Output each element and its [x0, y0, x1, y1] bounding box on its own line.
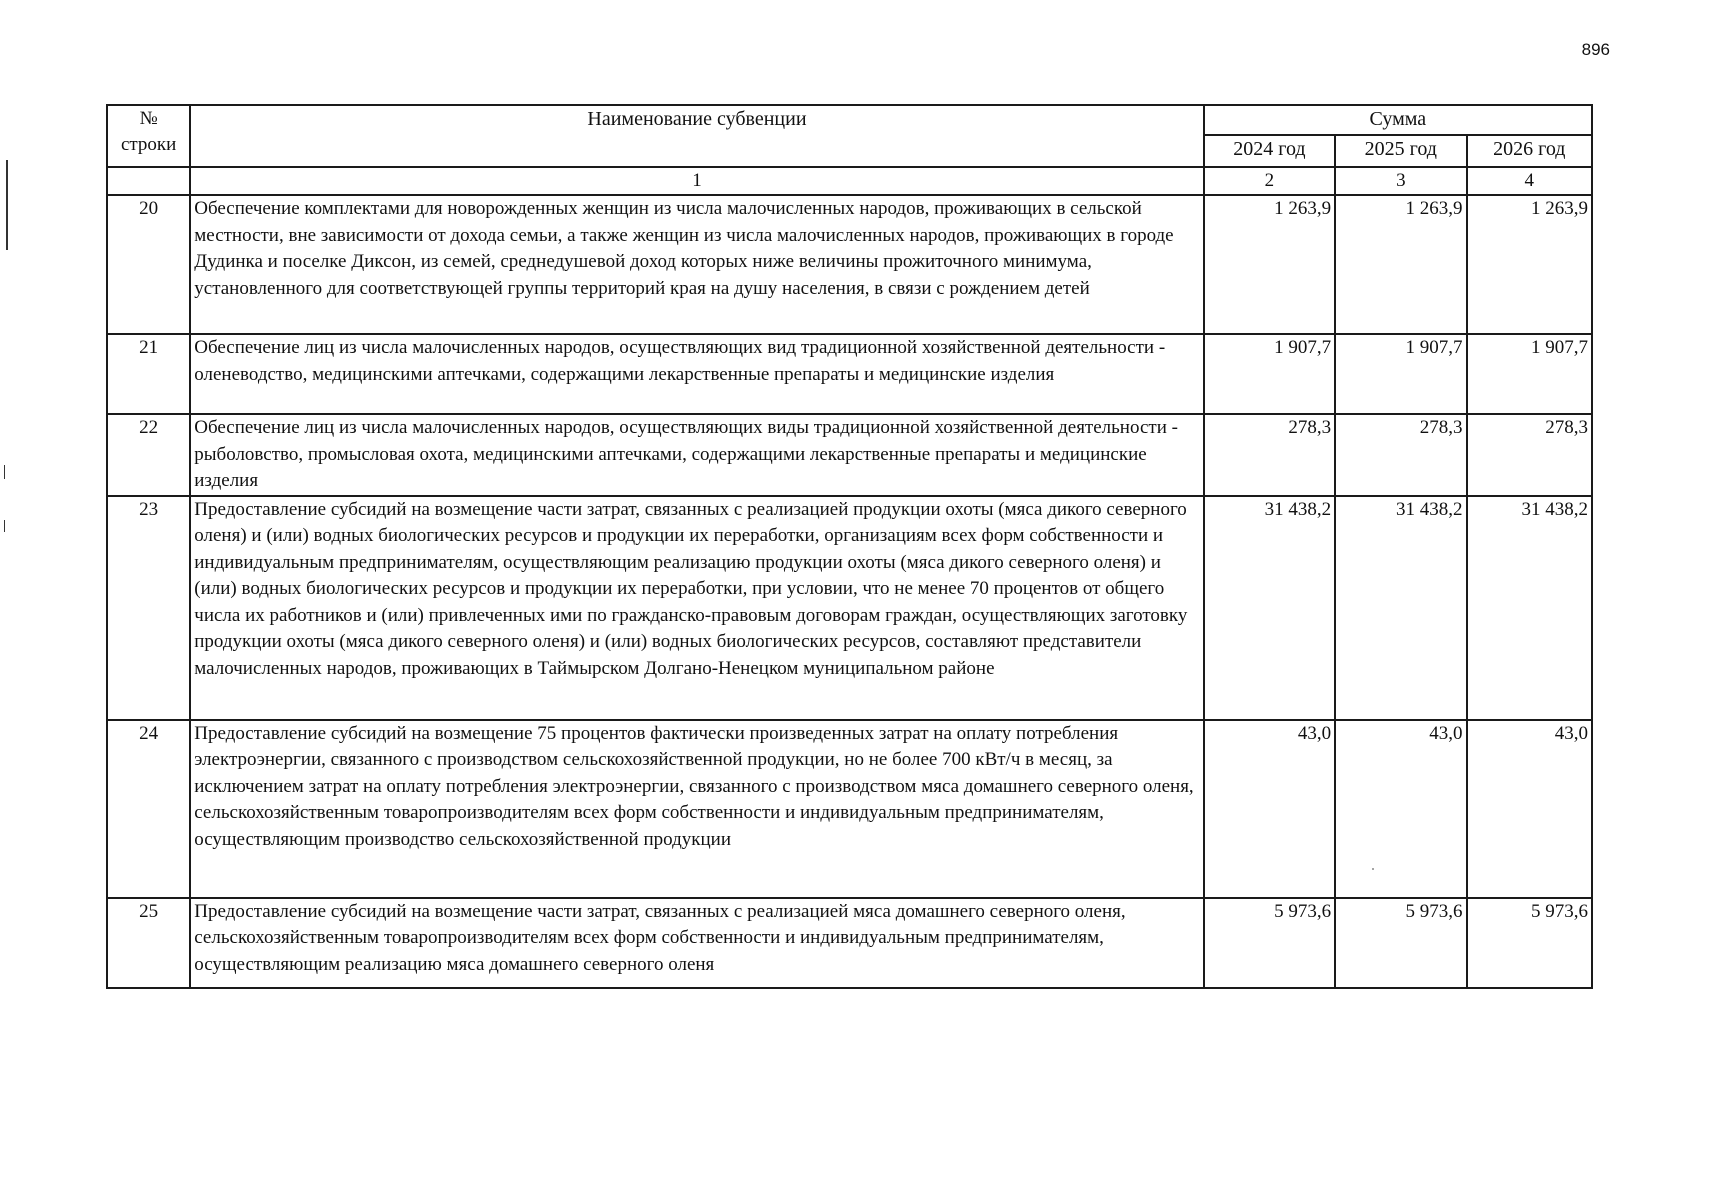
- amount-2025: 5 973,6: [1335, 898, 1466, 988]
- column-index-cell: 3: [1335, 167, 1466, 195]
- header-sum: Сумма: [1204, 105, 1592, 135]
- table-row: [107, 496, 1592, 720]
- amount-2025: 278,3: [1335, 414, 1466, 496]
- header-num-word: строки: [120, 134, 177, 155]
- amount-2024: 1 263,9: [1204, 195, 1335, 334]
- amount-2026: 278,3: [1467, 414, 1592, 496]
- row-number: 24: [107, 720, 190, 898]
- subvention-name: Обеспечение комплектами для новорожденных женщин из числа малочисленных народов, проживающих в сельской местности, вне зависимости от дохода семьи, а также женщин из числа малочисленных народов, проживающих в городе Дудинка и поселке Диксон, из семей, среднедушевой доход которых ниже величины прожиточного минимума, установленного для соответствующей группы территорий края на душу населения, в связи с рождением детей: [190, 195, 1203, 334]
- table-row: [107, 195, 1592, 334]
- subvention-table: [106, 104, 1593, 989]
- amount-2026: 31 438,2: [1467, 496, 1592, 720]
- header-year-2026: 2026 год: [1467, 135, 1592, 167]
- subvention-name: Предоставление субсидий на возмещение части затрат, связанных с реализацией продукции охоты (мяса дикого северного оленя) и (или) водных биологических ресурсов и продукции их переработки, организациям всех форм собственности и индивидуальным предпринимателям, осуществляющим реализацию продукции охоты (мяса дикого северного оленя) и (или) водных биологических ресурсов и продукции их переработки, при условии, что не менее 70 процентов от общего числа их работников и (или) привлеченных ими по гражданско-правовым договорам граждан, осуществляющих заготовку продукции охоты (мяса дикого северного оленя) и (или) водных биологических ресурсов, составляют представители малочисленных народов, проживающих в Таймырском Долгано-Ненецком муниципальном районе: [190, 496, 1203, 720]
- subvention-name: Обеспечение лиц из числа малочисленных народов, осуществляющих вид традиционной хозяйственной деятельности - оленеводство, медицинскими аптечками, содержащими лекарственные препараты и медицинские изделия: [190, 334, 1203, 414]
- amount-2026: 43,0: [1467, 720, 1592, 898]
- header-year-2025: 2025 год: [1335, 135, 1466, 167]
- subvention-name: Обеспечение лиц из числа малочисленных народов, осуществляющих виды традиционной хозяйственной деятельности - рыболовство, промысловая охота, медицинскими аптечками, содержащими лекарственные препараты и медицинские изделия: [190, 414, 1203, 496]
- table-row: [107, 334, 1592, 414]
- scan-artifact-line: [4, 520, 5, 532]
- amount-2025: 1 263,9: [1335, 195, 1466, 334]
- amount-2024: 43,0: [1204, 720, 1335, 898]
- row-number: 25: [107, 898, 190, 988]
- scan-artifact-line: [4, 465, 5, 479]
- row-number: 23: [107, 496, 190, 720]
- amount-2024: 31 438,2: [1204, 496, 1335, 720]
- table-row: [107, 414, 1592, 496]
- subvention-name: Предоставление субсидий на возмещение части затрат, связанных с реализацией мяса домашнего северного оленя, сельскохозяйственным товаропроизводителям всех форм собственности и индивидуальным предпринимателям, осуществляющим реализацию мяса домашнего северного оленя: [190, 898, 1203, 988]
- amount-2024: 1 907,7: [1204, 334, 1335, 414]
- amount-2026: 1 263,9: [1467, 195, 1592, 334]
- amount-2025: 1 907,7: [1335, 334, 1466, 414]
- amount-2024: 278,3: [1204, 414, 1335, 496]
- subvention-name: Предоставление субсидий на возмещение 75 процентов фактически произведенных затрат на оплату потребления электроэнергии, связанного с производством сельскохозяйственной продукции, но не более 700 кВт/ч в месяц, за исключением затрат на оплату потребления электроэнергии, связанного с производством мяса домашнего северного оленя, сельскохозяйственным товаропроизводителям всех форм собственности и индивидуальным предпринимателям, осуществляющим производство сельскохозяйственной продукции: [190, 720, 1203, 898]
- table-header: [107, 105, 1592, 195]
- scan-artifact-line: [6, 160, 8, 250]
- column-index-row: [107, 167, 1592, 195]
- column-index-cell: [107, 167, 190, 195]
- column-index-cell: 2: [1204, 167, 1335, 195]
- row-number: 20: [107, 195, 190, 334]
- row-number: 22: [107, 414, 190, 496]
- page-number: 896: [1581, 40, 1610, 59]
- table-body: [107, 195, 1592, 988]
- header-subvention-name: Наименование субвенции: [190, 105, 1203, 167]
- table-row: [107, 898, 1592, 988]
- column-index-cell: 1: [190, 167, 1203, 195]
- amount-2026: 1 907,7: [1467, 334, 1592, 414]
- table-row: [107, 720, 1592, 898]
- header-row-number: [107, 105, 190, 167]
- amount-2025: 43,0: [1335, 720, 1466, 898]
- amount-2025: 31 438,2: [1335, 496, 1466, 720]
- amount-2024: 5 973,6: [1204, 898, 1335, 988]
- amount-2026: 5 973,6: [1467, 898, 1592, 988]
- row-number: 21: [107, 334, 190, 414]
- header-year-2024: 2024 год: [1204, 135, 1335, 167]
- column-index-cell: 4: [1467, 167, 1592, 195]
- header-num-sign: №: [139, 108, 158, 129]
